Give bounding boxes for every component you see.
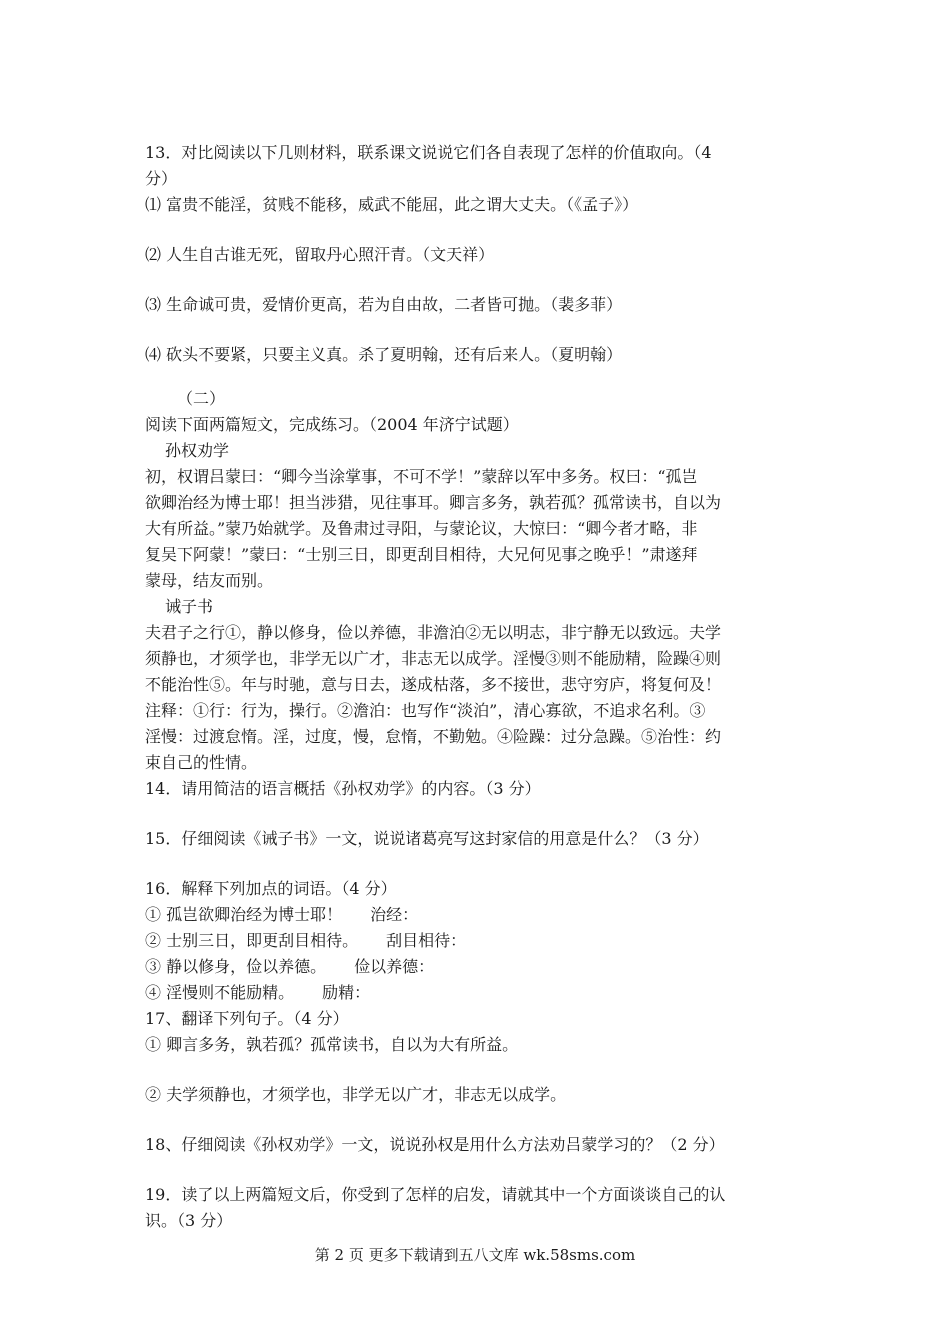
q17-prompt: 17、翻译下列句子。（4 分） (145, 1009, 349, 1028)
q13-material-1: ⑴ 富贵不能淫，贫贱不能移，威武不能屈，此之谓大丈夫。（《孟子》） (145, 195, 639, 214)
text1-line: 大有所益。”蒙乃始就学。及鲁肃过寻阳，与蒙论议，大惊曰：“卿今者才略，非 (145, 519, 698, 538)
q13-line1: 13．对比阅读以下几则材料，联系课文说说它们各自表现了怎样的价值取向。（4 (145, 143, 712, 162)
q19-line1: 19．读了以上两篇短文后，你受到了怎样的启发，请就其中一个方面谈谈自己的认 (145, 1185, 726, 1204)
text2-line: 不能治性⑤。年与时驰，意与日去，遂成枯落，多不接世，悲守穷庐，将复何及！ (145, 675, 722, 694)
q15-prompt: 15．仔细阅读《诫子书》一文，说说诸葛亮写这封家信的用意是什么？（3 分） (145, 829, 709, 848)
q19-line2: 识。（3 分） (145, 1211, 233, 1230)
q16-item-term: 刮目相待： (386, 931, 467, 950)
q16-item (145, 902, 815, 928)
text2-note: 束自己的性情。 (145, 753, 258, 772)
page-footer: 第 2 页 更多下载请到五八文库 wk.58sms.com (314, 1246, 636, 1264)
text1-line: 欲卿治经为博士耶！担当涉猎，见往事耳。卿言多务，孰若孤？孤常读书，自以为 (145, 493, 722, 512)
q13-line2: 分） (145, 169, 178, 188)
q16-item-sentence: ③ 静以修身，俭以养德。 (145, 957, 327, 976)
q13-material-2: ⑵ 人生自古谁无死，留取丹心照汗青。（文天祥） (145, 245, 495, 264)
q16-prompt: 16．解释下列加点的词语。（4 分） (145, 879, 397, 898)
q16-item-sentence: ① 孤岂欲卿治经为博士耶！ (145, 905, 343, 924)
q14-prompt: 14．请用简洁的语言概括《孙权劝学》的内容。（3 分） (145, 779, 541, 798)
section-heading: （二） (177, 389, 226, 408)
document-page (145, 140, 815, 1234)
q17-item-2: ② 夫学须静也，才须学也，非学无以广才，非志无以成学。 (145, 1085, 567, 1104)
text1-line: 初，权谓吕蒙曰：“卿今当涂掌事，不可不学！”蒙辞以军中多务。权曰：“孤岂 (145, 467, 698, 486)
text2-line: 须静也，才须学也，非学无以广才，非志无以成学。淫慢③则不能励精，险躁④则 (145, 649, 722, 668)
q18-prompt: 18、仔细阅读《孙权劝学》一文，说说孙权是用什么方法劝吕蒙学习的？（2 分） (145, 1135, 725, 1154)
q16-item-term: 励精： (322, 983, 371, 1002)
text1-line: 复吴下阿蒙！”蒙曰：“士别三日，即更刮目相待，大兄何见事之晚乎！”肃遂拜 (145, 545, 698, 564)
text2-note: 淫慢：过渡怠惰。淫，过度，慢，怠惰，不勤勉。④险躁：过分急躁。⑤治性：约 (145, 727, 722, 746)
q13-material-4: ⑷ 砍头不要紧，只要主义真。杀了夏明翰，还有后来人。（夏明翰） (145, 345, 623, 364)
q13-material-3: ⑶ 生命诚可贵，爱情价更高，若为自由故，二者皆可抛。（裴多菲） (145, 295, 623, 314)
q16-item-sentence: ② 士别三日，即更刮目相待。 (145, 931, 359, 950)
text2-line: 夫君子之行①，静以修身，俭以养德，非澹泊②无以明志，非宁静无以致远。夫学 (145, 623, 722, 642)
text1-title: 孙权劝学 (165, 441, 230, 460)
q16-item-term: 治经： (370, 905, 419, 924)
q16-item (145, 980, 815, 1006)
q16-item-term: 俭以养德： (354, 957, 435, 976)
q16-item (145, 954, 815, 980)
q16-item (145, 928, 815, 954)
q17-item-1: ① 卿言多务，孰若孤？孤常读书，自以为大有所益。 (145, 1035, 519, 1054)
section-intro: 阅读下面两篇短文，完成练习。（2004 年济宁试题） (145, 415, 519, 434)
text2-title: 诫子书 (165, 597, 214, 616)
text1-line: 蒙母，结友而别。 (145, 571, 274, 590)
q16-item-sentence: ④ 淫慢则不能励精。 (145, 983, 295, 1002)
text2-note: 注释：①行：行为，操行。②澹泊：也写作“淡泊”，清心寡欲，不追求名利。③ (145, 701, 706, 720)
